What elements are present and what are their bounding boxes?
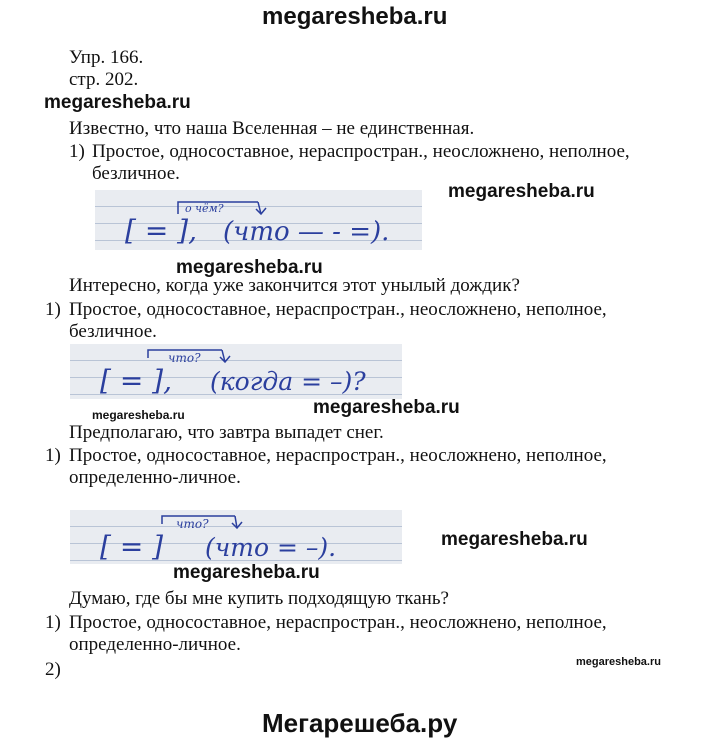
page-number: стр. 202. xyxy=(69,69,139,90)
scheme-2-question: что? xyxy=(168,351,201,365)
sentence-3-number: 1) xyxy=(45,445,61,466)
sentence-4-analysis: Простое, односоставное, нераспростран., неосложнено, неполное, xyxy=(69,612,607,633)
sentence-4-number: 1) xyxy=(45,612,61,633)
scheme-photo-1 xyxy=(95,190,422,250)
scheme-2-subordinate-clause: (когда = –)? xyxy=(210,367,366,396)
scheme-1-question: о чём? xyxy=(185,202,224,215)
scheme-photo-2 xyxy=(70,344,402,399)
scheme-3-main-clause: [ = ] xyxy=(100,530,164,563)
watermark: megaresheba.ru xyxy=(173,562,320,583)
footer-brand: Мегарешеба.ру xyxy=(262,708,458,738)
watermark: megaresheba.ru xyxy=(92,408,185,422)
sentence-3: Предполагаю, что завтра выпадет снег. xyxy=(69,422,384,443)
sentence-1: Известно, что наша Вселенная – не единственная. xyxy=(69,118,475,139)
sentence-2: Интересно, когда уже закончится этот унылый дождик? xyxy=(69,275,520,296)
sentence-1-analysis: Простое, односоставное, нераспростран., неосложнено, неполное, xyxy=(92,141,630,162)
exercise-number: Упр. 166. xyxy=(69,47,144,68)
watermark: megaresheba.ru xyxy=(44,92,191,113)
sentence-1-number: 1) xyxy=(69,141,85,162)
sentence-4: Думаю, где бы мне купить подходящую ткань? xyxy=(69,588,449,609)
watermark: megaresheba.ru xyxy=(313,397,460,418)
scheme-photo-3 xyxy=(70,510,402,564)
item-2-number: 2) xyxy=(45,659,61,680)
watermark: megaresheba.ru xyxy=(448,181,595,202)
sentence-1-analysis-cont: безличное. xyxy=(92,163,180,184)
sentence-3-analysis-cont: определенно-личное. xyxy=(69,467,241,488)
scheme-3-subordinate-clause: (что = –). xyxy=(205,533,337,562)
watermark: megaresheba.ru xyxy=(441,529,588,550)
scheme-2-main-clause: [ = ], xyxy=(100,364,173,397)
site-header-watermark: megaresheba.ru xyxy=(262,3,448,30)
scheme-1-main-clause: [ = ], xyxy=(125,214,198,247)
scheme-1-subordinate-clause: (что — - =). xyxy=(223,217,390,247)
sentence-2-analysis-cont: безличное. xyxy=(69,321,157,342)
sentence-3-analysis: Простое, односоставное, нераспростран., неосложнено, неполное, xyxy=(69,445,607,466)
sentence-2-analysis: Простое, односоставное, нераспростран., неосложнено, неполное, xyxy=(69,299,607,320)
watermark: megaresheba.ru xyxy=(176,257,323,278)
watermark: megaresheba.ru xyxy=(576,656,661,668)
scheme-3-question: что? xyxy=(176,517,209,531)
sentence-4-analysis-cont: определенно-личное. xyxy=(69,634,241,655)
sentence-2-number: 1) xyxy=(45,299,61,320)
